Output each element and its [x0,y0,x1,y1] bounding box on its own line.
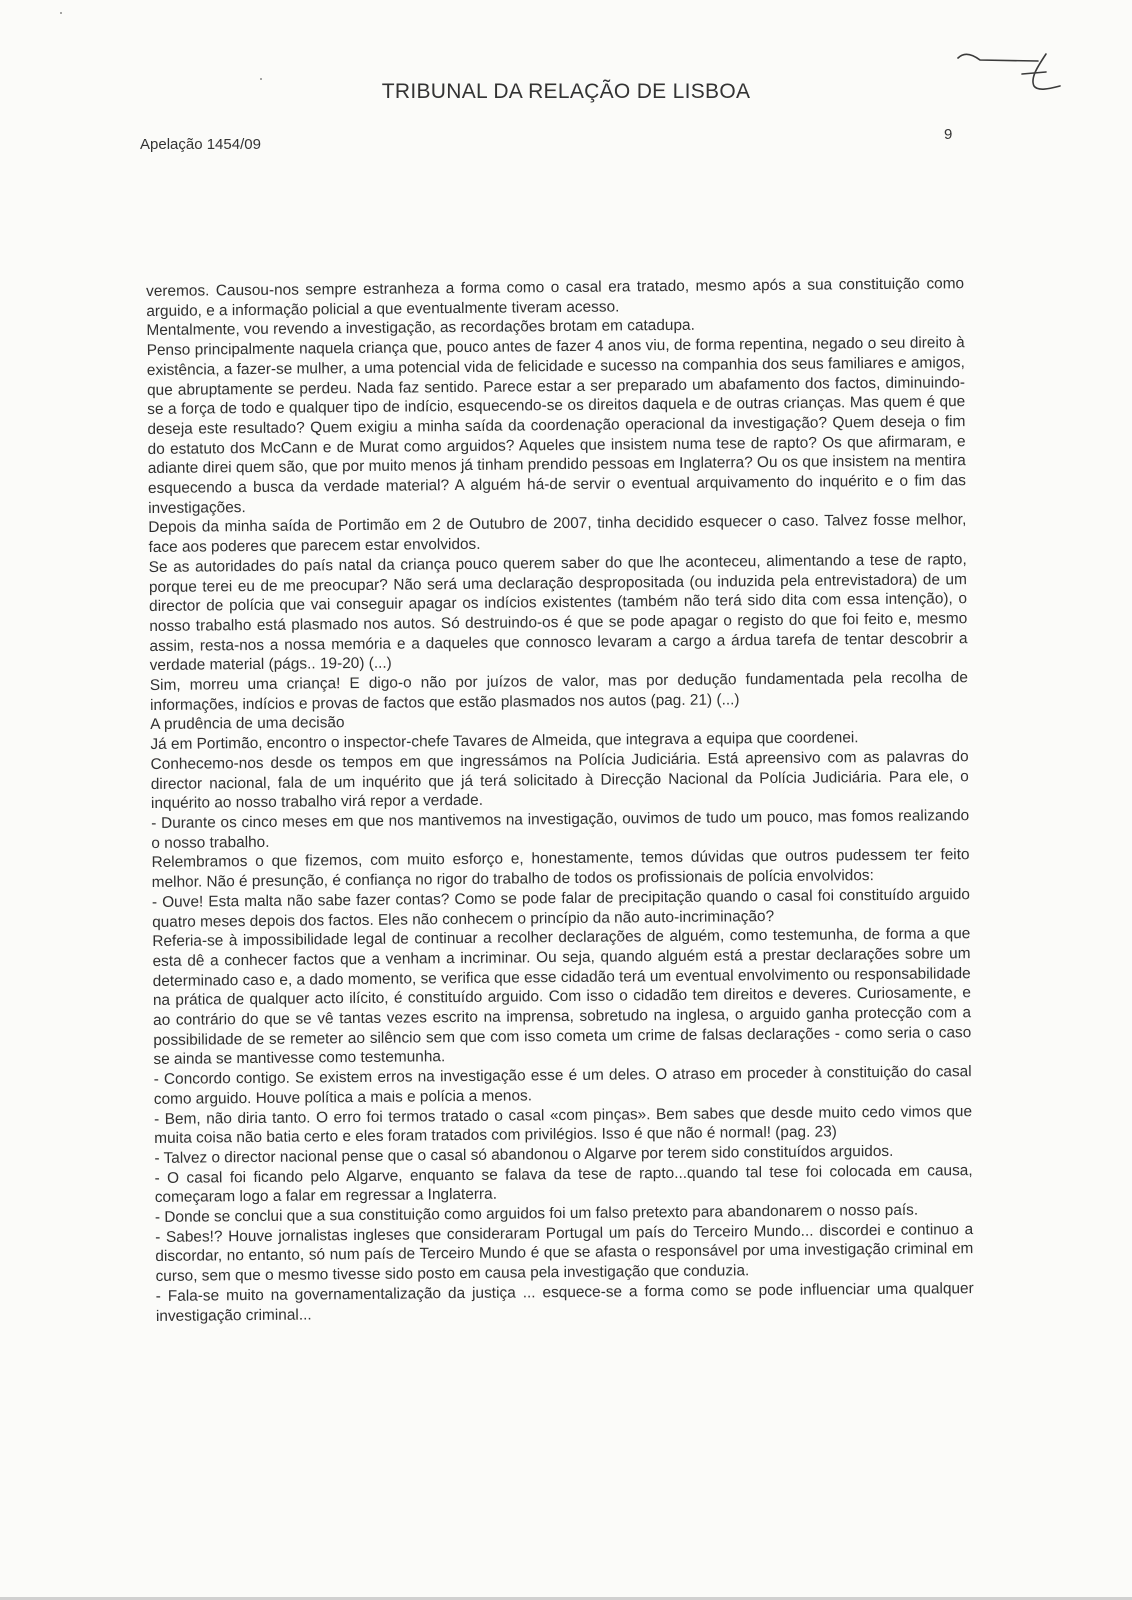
dialogue-line: - Bem, não diria tanto. O erro foi termos tratado o casal «com pinças». Bem sabes que desde muito cedo vimos que muita coisa não batia certo e eles foram tratados com privilégios. Isso é que não é normal! (pag. 23) [153,1102,973,1148]
paragraph: Referia-se à impossibilidade legal de continuar a recolher declarações de alguém, como testemunha, de forma a que esta dê a conhecer factos que a venham a incriminar. Ou seja, quando alguém está a prestar declarações sobre um determinado caso e, a dado momento, se verifica que esse cidadão terá um eventual envolvimento ou responsabilidade na prática de qualquer acto ilícito, é constituído arguido. Com isso o cidadão tem direitos e deveres. Curiosamente, e ao contrário do que se vê tantas vezes escrito na imprensa, sobretudo na inglesa, o arguido ganha protecção com a possibilidade de se remeter ao silêncio sem que com isso cometa um crime de falsas declarações - como seria o caso se ainda se mantivesse como testemunha. [152,925,972,1069]
dialogue-line: - Concordo contigo. Se existem erros na investigação esse é um deles. O atraso em proceder à constituição do casal como arguido. Houve política a mais e polícia a menos. [153,1063,972,1108]
dialogue-line: - Donde se conclui que a sua constituição como arguidos foi um falso pretexto para abandonarem o nosso país. [154,1201,919,1227]
body-text [146,274,974,1326]
court-title: TRIBUNAL DA RELAÇÃO DE LISBOA [381,80,751,103]
dialogue-line: - O casal foi ficando pelo Algarve, enquanto se falava da tese de rapto...quando tal tese foi colocada em causa, começaram logo a falar em regressar a Inglaterra. [154,1161,973,1207]
dialogue-line: - Fala-se muito na governamentalização da justiça ... esquece-se a forma como se pode influenciar uma qualquer investigação criminal... [155,1279,974,1325]
paragraph: Penso principalmente naquela criança que, pouco antes de fazer 4 anos viu, de forma repentina, negado o seu direito à existência, a fazer-se mulher, a uma potencial vida de felicidade e sucesso na companhia dos seus familiares e amigos, que abruptamente se perdeu. Nada faz sentido. Parece estar a ser preparado um abafamento dos factos, diminuindo-se a força de todo e qualquer tipo de indício, esquecendo-se os direitos daquela e de outras crianças. Mas quem é que deseja este resultado? Quem exigiu a minha saída da coordenação operacional da investigação? Quem deseja o fim do estatuto dos McCann e de Murat como arguidos? Aqueles que insistem numa tese de rapto? Os que afirmaram, e adiante direi quem são, que por muito menos já tinham prendido pessoas em Inglaterra? Ou os que insistem na mentira esquecendo a busca da verdade material? A alguém há-de servir o eventual arquivamento do inquérito e o fim das investigações. [146,334,967,517]
section-heading: A prudência de uma decisão [150,714,345,734]
paragraph: Se as autoridades do país natal da criança pouco querem saber do que lhe aconteceu, alimentando a tese de rapto, porque terei eu de me preocupar? Não será uma declaração despropositada (ou induzida pela entrevistadora) de um director de polícia que vai conseguir apagar os indícios existentes (também não terá sido dita com essa intenção), o nosso trabalho está plasmado nos autos. Só destruindo-os é que se pode apagar o registo do que foi feito e, mesmo assim, resta-nos a nossa memória e a daqueles que connosco levaram a cargo a árdua tarefa de tentar descobrir a verdade material (págs.. 19-20) (...) [148,550,968,675]
paragraph: Mentalmente, vou revendo a investigação, as recordações brotam em catadupa. [146,317,695,340]
dialogue-line: - Durante os cinco meses em que nos mantivemos na investigação, ouvimos de tudo um pouco, mas fomos realizando o nosso trabalho. [151,807,970,852]
paragraph: veremos. Causou-nos sempre estranheza a forma como o casal era tratado, mesmo após a sua constituição como arguido, e a informação policial a que eventualmente tiveram acesso. [146,275,965,320]
dialogue-line: - Sabes!? Houve jornalistas ingleses que consideraram Portugal um país do Terceiro Mundo... discordei e continuo a discordar, no entanto, só num país de Terceiro Mundo é que se afasta o responsável por uma investigação criminal em curso, sem que o mesmo tivesse sido posto em causa pela investigação que conduzia. [155,1220,974,1286]
paragraph: Depois da minha saída de Portimão em 2 de Outubro de 2007, tinha decidido esquecer o caso. Talvez fosse melhor, face aos poderes que parecem estar envolvidos. [148,511,967,557]
paragraph: Sim, morreu uma criança! E digo-o não por juízos de valor, mas por dedução fundamentada pela recolha de informações, indícios e provas de factos que estão plasmados nos autos (pag. 21) (...) [149,669,968,714]
appeal-reference: Apelação 1454/09 [140,136,261,153]
scan-speck [60,12,62,14]
paragraph: Relembramos o que fizemos, com muito esforço e, honestamente, temos dúvidas que outros pudessem ter feito melhor. Não é presunção, é confiança no rigor do trabalho de todos os profissionais de polícia envolvidos: [151,846,970,892]
page-number: 9 [944,126,953,143]
dialogue-line: - Ouve! Esta malta não sabe fazer contas? Como se pode falar de precipitação quando o casal foi constituído arguido quatro meses depois dos factos. Eles não conhecem o princípio da não auto-incriminação? [151,885,970,931]
paragraph: Conhecemo-nos desde os tempos em que ingressámos na Polícia Judiciária. Está apreensivo com as palavras do director nacional, fala de um inquérito que já terá solicitado à Direcção Nacional da Polícia Judiciária. Para ele, o inquérito ao nosso trabalho virá repor a verdade. [150,748,969,813]
paragraph: Já em Portimão, encontro o inspector-chefe Tavares de Almeida, que integrava a equipa que coordenei. [150,729,859,754]
dialogue-line: - Talvez o director nacional pense que o casal só abandonou o Algarve por terem sido constituídos arguidos. [154,1142,894,1167]
